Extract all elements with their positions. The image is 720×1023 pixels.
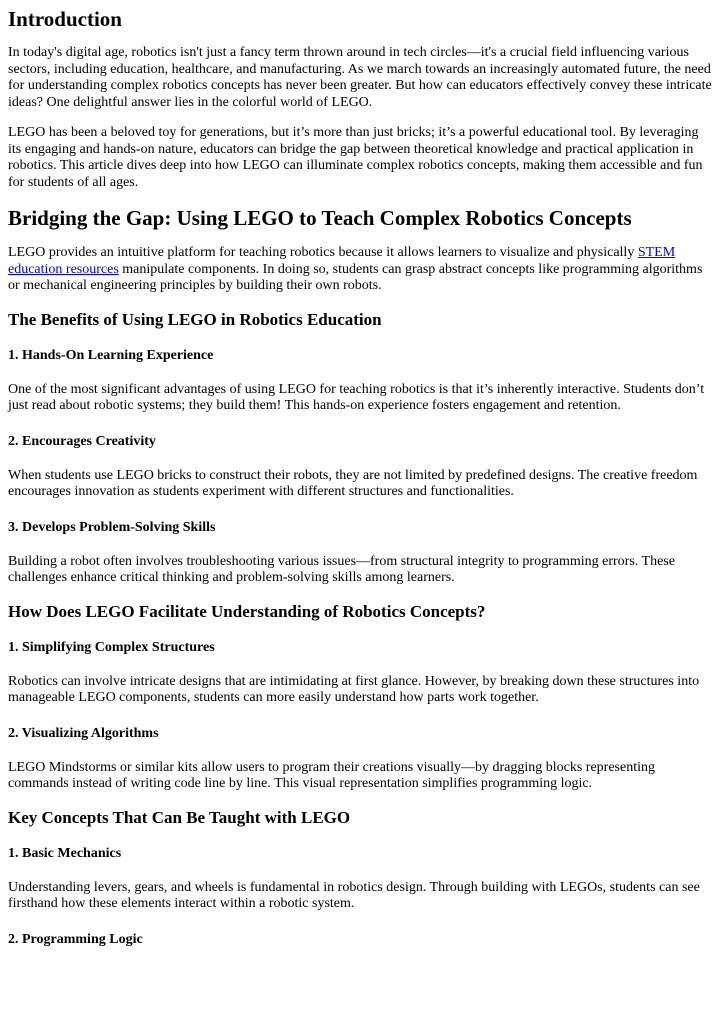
intro-paragraph-1: In today's digital age, robotics isn't just a fancy term thrown around in tech circles—it's a crucial field influencing various sectors, including education, healthcare, and manufacturing. As we march towards an increasingly automated future, the need for understanding complex robotics concepts has never been greater. But how can educators effectively convey these intricate ideas? One delightful answer lies in the colorful world of LEGO.	[8, 45, 712, 110]
concept-1-heading: 1. Basic Mechanics	[8, 845, 122, 861]
facilitate-heading: How Does LEGO Facilitate Understanding of Robotics Concepts?	[8, 601, 486, 621]
benefit-1-heading: 1. Hands-On Learning Experience	[8, 347, 214, 363]
benefit-3-heading: 3. Develops Problem-Solving Skills	[8, 519, 216, 535]
facilitate-2-text: LEGO Mindstorms or similar kits allow users to program their creations visually—by dragging blocks representing commands instead of writing code line by line. This visual representation simplifies programming logic.	[8, 759, 655, 791]
benefit-2-heading: 2. Encourages Creativity	[8, 433, 156, 449]
article-body	[0, 6, 720, 949]
intro-heading: Introduction	[8, 7, 122, 31]
benefit-1-text: One of the most significant advantages of using LEGO for teaching robotics is that it’s inherently interactive. Students don’t just read about robotic systems; they build them! This hands-on experience fosters engagement and retention.	[8, 381, 705, 413]
concept-2-heading: 2. Programming Logic	[8, 931, 143, 947]
facilitate-2-heading: 2. Visualizing Algorithms	[8, 725, 159, 741]
bridging-heading: Bridging the Gap: Using LEGO to Teach Complex Robotics Concepts	[8, 206, 632, 230]
concept-1-text: Understanding levers, gears, and wheels is fundamental in robotics design. Through building with LEGOs, students can see firsthand how these elements interact within a robotic system.	[8, 879, 700, 911]
stem-resources-link[interactable]: STEM education resources	[8, 245, 676, 277]
facilitate-1-text: Robotics can involve intricate designs that are intimidating at first glance. However, by breaking down these structures into manageable LEGO components, students can more easily understand how parts work together.	[8, 673, 700, 705]
benefit-2-text: When students use LEGO bricks to construct their robots, they are not limited by predefined designs. The creative freedom encourages innovation as students experiment with different structures and functionalities.	[8, 467, 698, 499]
facilitate-1-heading: 1. Simplifying Complex Structures	[8, 639, 215, 655]
bridging-paragraph	[8, 245, 712, 295]
concepts-heading: Key Concepts That Can Be Taught with LEGO	[8, 807, 351, 827]
benefits-heading: The Benefits of Using LEGO in Robotics Education	[8, 309, 382, 329]
bridging-text-before: LEGO provides an intuitive platform for teaching robotics because it allows learners to visualize and physically	[8, 245, 638, 260]
bridging-text-after: manipulate components. In doing so, students can grasp abstract concepts like programming algorithms or mechanical engineering principles by building their own robots.	[8, 261, 703, 293]
intro-paragraph-2: LEGO has been a beloved toy for generations, but it’s more than just bricks; it’s a powerful educational tool. By leveraging its engaging and hands-on nature, educators can bridge the gap between theoretical knowledge and practical application in robotics. This article dives deep into how LEGO can illuminate complex robotics concepts, making them accessible and fun for students of all ages.	[8, 125, 703, 190]
benefit-3-text: Building a robot often involves troubleshooting various issues—from structural integrity to programming errors. These challenges enhance critical thinking and problem-solving skills among learners.	[8, 553, 675, 585]
